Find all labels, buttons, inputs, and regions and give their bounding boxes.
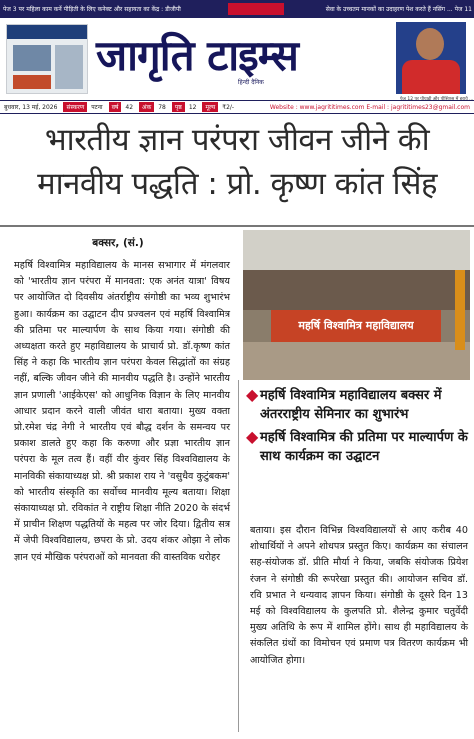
article-headline xyxy=(0,118,474,206)
website-contact: Website : www.jagrititimes.com E-mail : jagrititimes23@gmail.com xyxy=(269,103,470,111)
headline-line-2: मानवीय पद्धति : प्रो. कृष्ण कांत सिंह xyxy=(37,166,437,202)
front-page-thumbnail xyxy=(6,24,88,94)
issue-info-bar xyxy=(0,100,474,114)
event-photo xyxy=(243,230,470,380)
ticker-left-text: पेज 3 पर महिला काम कर्ने पीड़िती के लिए कनेक्ट और सहायता का केंद्र : डीजीपी xyxy=(3,6,181,13)
highlight-text-2: महर्षि विश्वामित्र की प्रतिमा पर माल्यार्पण के साथ कार्यक्रम का उद्घाटन xyxy=(260,430,468,464)
article-body-left: महर्षि विश्वामित्र महाविद्यालय के मानस सभागार में मंगलवार को 'भारतीय ज्ञान परंपरा में मानवता: एक अनंत यात्रा' विषय पर आयोजित दो दिवसीय अंतर्राष्ट्रीय संगोष्ठी का भव्य शुभारंभ हुआ। कार्यक्रम का उद्घाटन दीप प्रज्वलन एवं महर्षि विश्वामित्र की प्रतिमा पर माल्यार्पण के साथ किया गया। संगोष्ठी की अध्यक्षता करते हुए महाविद्यालय के प्राचार्य प्रो. डॉ.कृष्ण कांत सिंह ने कहा कि भारतीय ज्ञान परंपरा केवल सिद्धांतों का संग्रह नहीं, बल्कि जीवन जीने की मानवीय पद्धति है। उन्होंने भारतीय ज्ञान प्रणाली 'आईकेएस' को आधुनिक विज्ञान के लिए मानवीय आधार प्रदान करने वाली जीवंत धारा बताया। मुख्य वक्ता प्रो.रमेश चंद्र नेगी ने भारतीय एवं बौद्ध दर्शन के समन्वय पर प्रकाश डालते हुए कहा कि करुणा और प्रज्ञा भारतीय ज्ञान परंपरा के मूल तत्व हैं। वहीं वीर कुंवर सिंह विश्वविद्यालय के मानविकी संकायाध्यक्ष प्रो. श्री प्रकाश राय ने 'वसुधैव कुटुंबकम' को भारतीय संस्कृति का सर्वोच्च मानवीय मूल्य बताया। शिक्षा संकायाध्यक्ष प्रो. रविकांत ने राष्ट्रीय शिक्षा नीति 2020 के संदर्भ में प्राचीन शिक्षण पद्धतियों के महत्व पर जोर दिया। द्वितीय सत्र में जेपी विश्वविद्यालय, छपरा के प्रो. उदय शंकर ओझा ने लोक ज्ञान एवं मौखिक परंपराओं को मानवता की वास्तविक धरोहर xyxy=(14,260,230,563)
logo-subtitle: हिन्दी दैनिक xyxy=(238,79,264,86)
price-label: मूल्य xyxy=(202,102,218,112)
edition-label: संस्करण xyxy=(63,102,87,112)
photo-banner-text: महर्षि विश्वामित्र महाविद्यालय xyxy=(298,319,414,332)
bullet-icon: ◆ xyxy=(246,385,259,404)
column-divider xyxy=(238,380,239,732)
headline-line-1: भारतीय ज्ञान परंपरा जीवन जीने की xyxy=(44,122,430,158)
issue-value: 78 xyxy=(158,103,166,111)
year-label: वर्ष xyxy=(109,102,122,112)
highlight-text-1: महर्षि विश्वामित्र महाविद्यालय बक्सर में अंतरराष्ट्रीय सेमिनार का शुभारंभ xyxy=(260,388,442,422)
masthead xyxy=(0,18,474,100)
price-value: ₹2/- xyxy=(222,103,235,111)
highlight-item xyxy=(246,386,472,424)
photo-banner xyxy=(271,310,441,342)
promo-caption: पेज 12 पर पीयाडी और पीसिएस में हराये ... xyxy=(400,97,474,102)
edition-value: पटना xyxy=(91,104,103,111)
article-body-right: बताया। इस दौरान विभिन्न विश्वविद्यालयों से आए करीब 40 शोधार्थियों ने अपने शोधपत्र प्रस्तुत किए। कार्यक्रम का संचालन सह-संयोजक डॉ. प्रीति मौर्या ने किया, जबकि संयोजक प्रियेश रंजन ने संगोष्ठी की रूपरेखा प्रस्तुत की। आयोजन सचिव डॉ. रवि प्रभात ने धन्यवाद ज्ञापन किया। संगोष्ठी के दूसरे दिन 13 मई को विश्वविद्यालय के कुलपति प्रो. शैलेन्द्र कुमार चतुर्वेदी मुख्य अतिथि के रूप में शामिल होंगे। साथ ही महाविद्यालय के संकलित ग्रंथों का विमोचन एवं प्रमाण पत्र वितरण कार्यक्रम भी आयोजित होगा। xyxy=(250,525,468,666)
dateline: बक्सर, (सं.) xyxy=(92,237,144,249)
promo-portrait xyxy=(396,22,466,94)
ticker-divider xyxy=(228,3,284,15)
pages-label: पृष्ठ xyxy=(172,102,185,112)
bullet-icon: ◆ xyxy=(246,427,259,446)
ticker-right-text: सेवा के उच्चतम मानकों का उदाहरण पेश करते हैं नसिंग ... पेज 11 xyxy=(325,6,472,13)
news-ticker xyxy=(0,0,474,18)
pages-value: 12 xyxy=(188,103,197,111)
year-value: 42 xyxy=(125,103,134,111)
issue-label: अंक xyxy=(139,102,154,112)
headline-rule xyxy=(0,225,474,227)
highlights xyxy=(246,386,472,470)
newspaper-logo: जागृति टाइम्स xyxy=(96,31,298,80)
highlight-item xyxy=(246,428,472,466)
issue-date: बुधवार, 13 मई, 2026 xyxy=(4,104,58,111)
